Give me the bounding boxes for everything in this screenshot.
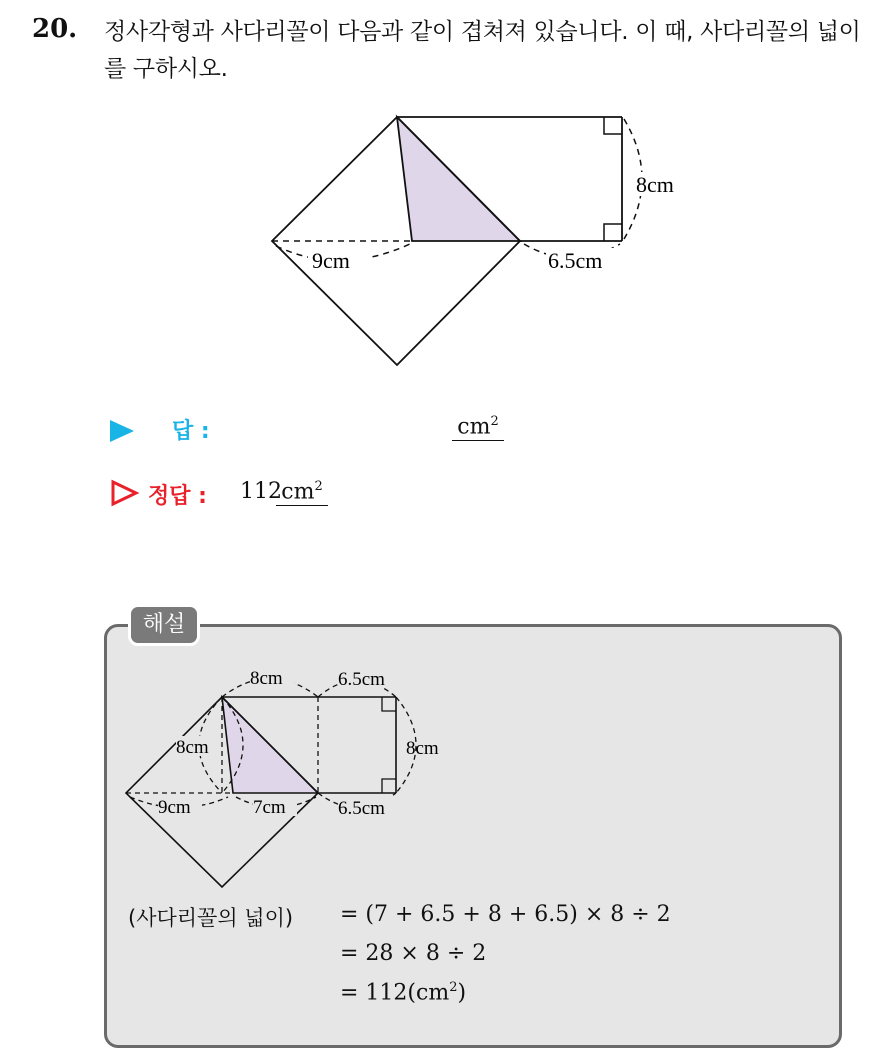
label-8cm: 8cm: [636, 172, 674, 197]
question-text: 정사각형과 사다리꼴이 다음과 같이 겹쳐져 있습니다. 이 때, 사다리꼴의 넓이를 구하시오.: [104, 19, 861, 82]
equation-line-1: = (7 + 6.5 + 8 + 6.5) × 8 ÷ 2: [340, 902, 671, 927]
equation-line-3: = $112(cm^2)$: [340, 980, 467, 1006]
exp-label-7cm: 7cm: [253, 797, 286, 818]
exp-label-left-8cm: 8cm: [176, 737, 209, 758]
equation-line-2: = 28 × 8 ÷ 2: [340, 941, 487, 966]
label-6-5cm: 6.5cm: [548, 248, 603, 273]
question-number: 20.: [32, 14, 78, 44]
answer-unit[interactable]: $cm^2$: [452, 414, 504, 441]
label-9cm: 9cm: [312, 248, 350, 273]
exp-label-right-8cm: 8cm: [406, 738, 439, 759]
correct-value: 112: [240, 479, 282, 504]
exp-label-9cm: 9cm: [158, 797, 191, 818]
answer-label: 답 :: [172, 419, 210, 444]
correct-label: 정답 :: [148, 484, 207, 509]
correct-unit: $cm^2$: [276, 479, 328, 506]
explanation-tab: 해설: [128, 604, 200, 646]
exp-label-top-6-5cm: 6.5cm: [338, 669, 385, 690]
exp-label-top-8cm: 8cm: [250, 668, 283, 689]
equation-left: (사다리꼴의 넓이): [128, 906, 294, 930]
exp-label-bottom-6-5cm: 6.5cm: [338, 798, 385, 819]
